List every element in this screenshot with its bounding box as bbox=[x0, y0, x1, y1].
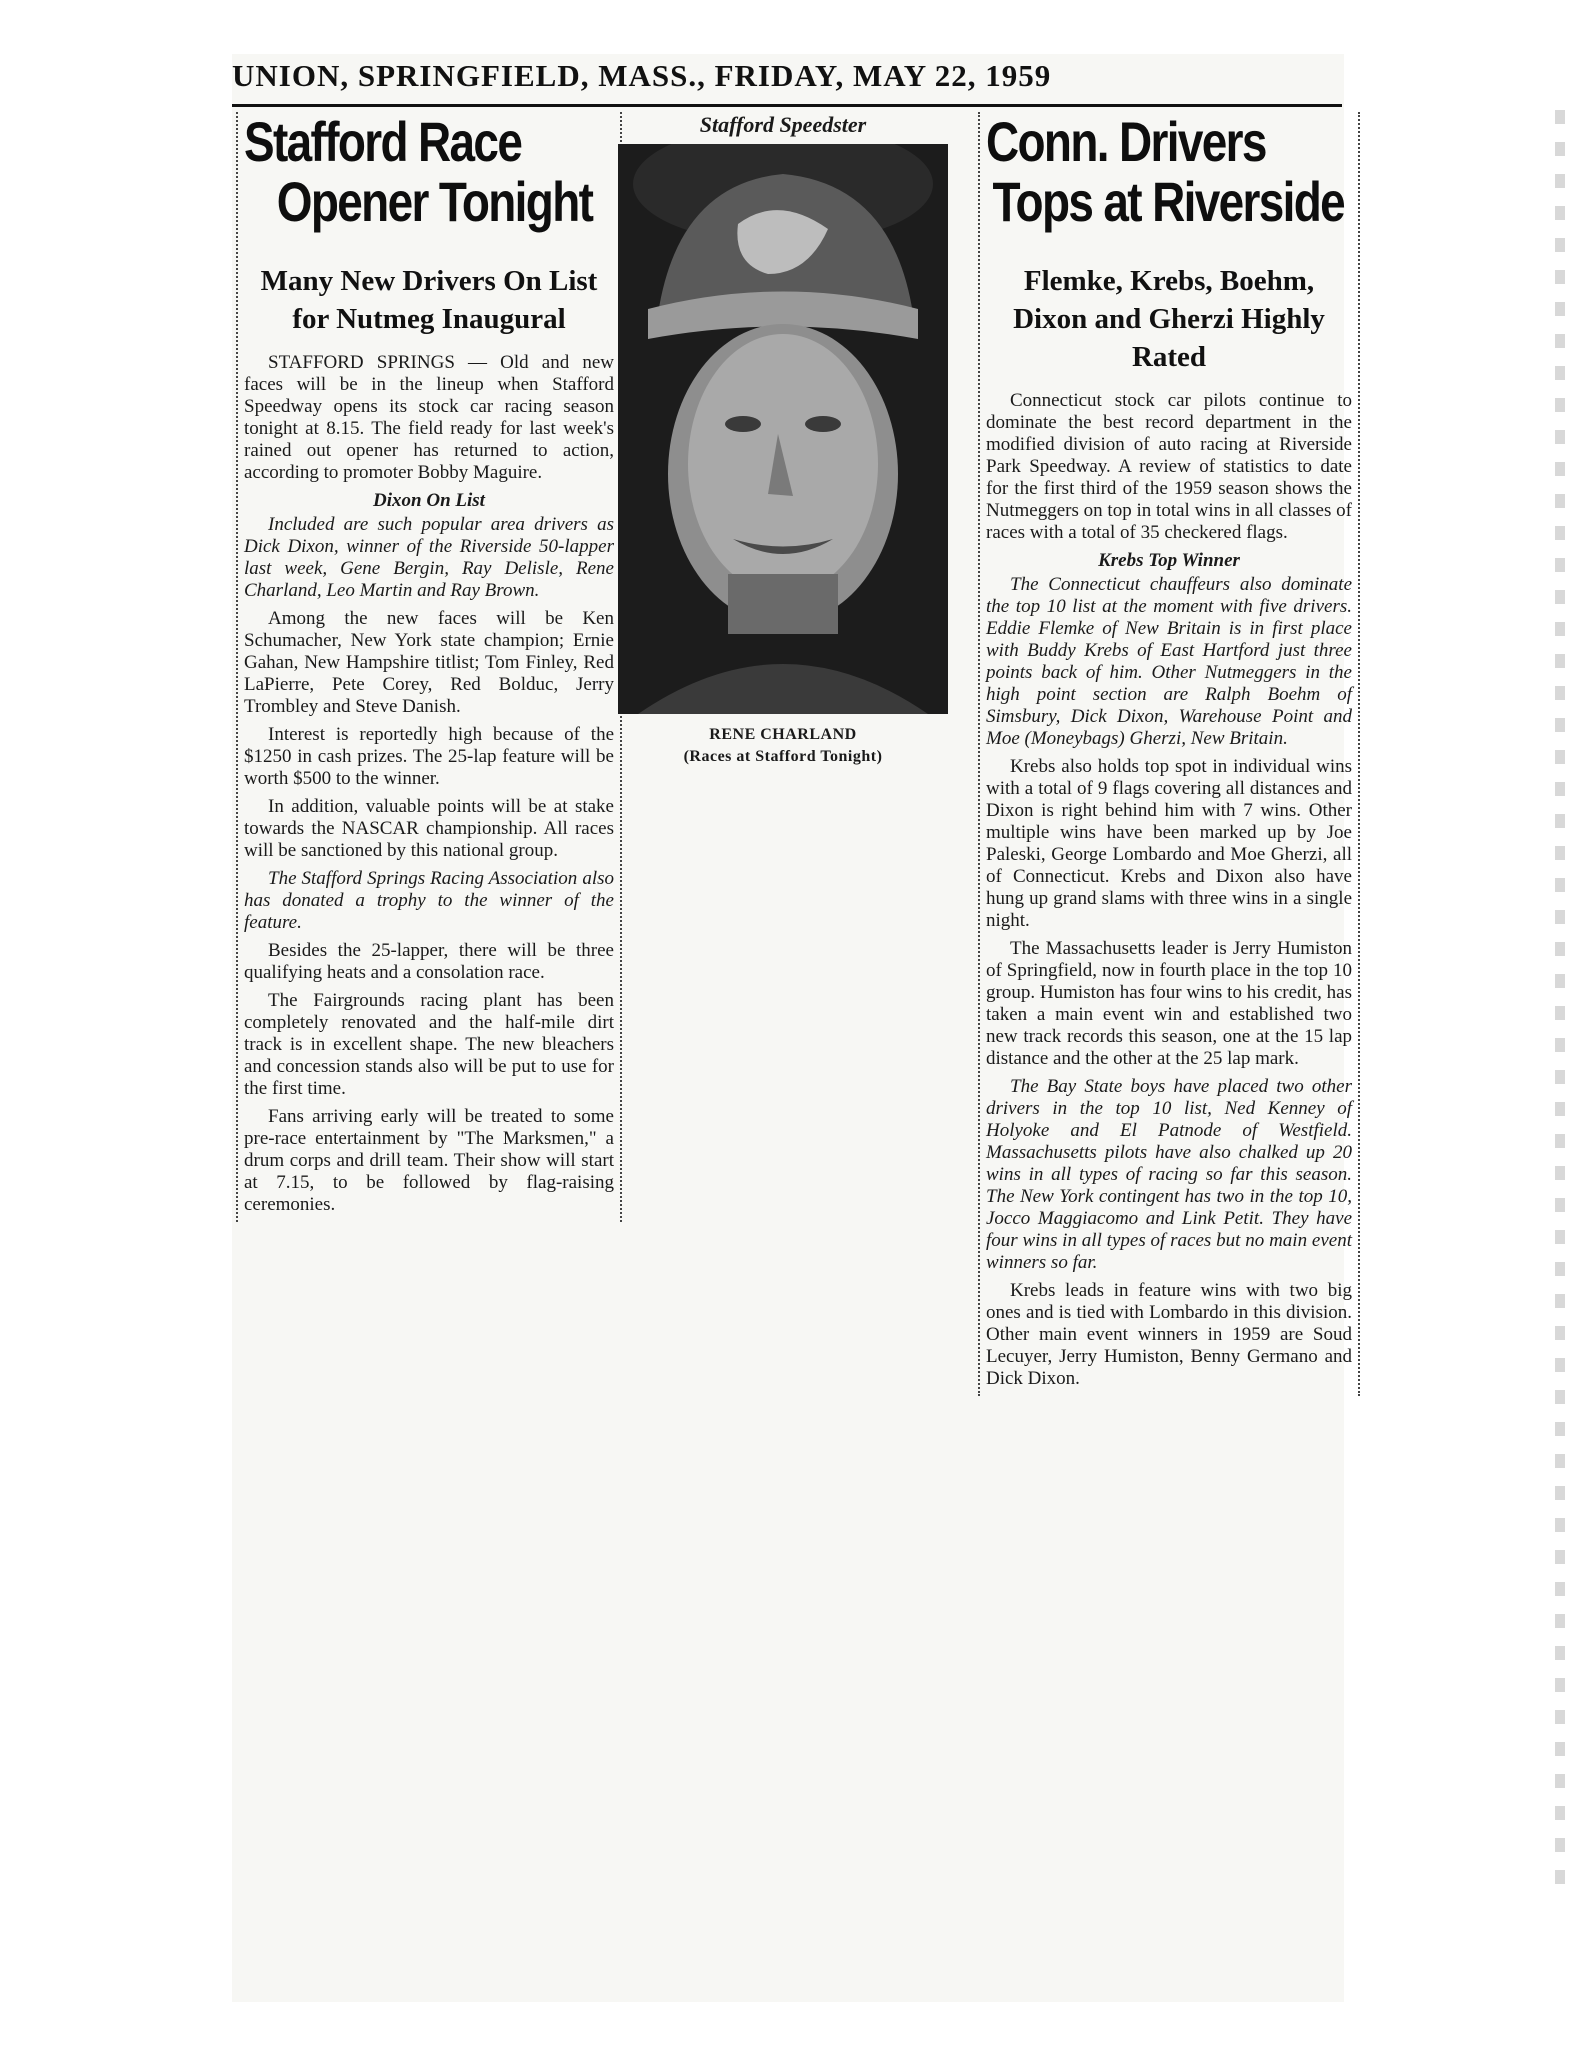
right-headline bbox=[986, 110, 1345, 233]
right-subhead: Flemke, Krebs, Boehm, Dixon and Gherzi Highly Rated bbox=[1013, 265, 1325, 373]
left-paragraph-2: Included are such popular area drivers as Dick Dixon, winner of the Riverside 50-lapper last week, Gene Bergin, Ray Delisle, Rene Charland, Leo Martin and Ray Brown. bbox=[244, 514, 614, 601]
left-body bbox=[244, 352, 614, 1216]
photo-caption bbox=[618, 724, 948, 768]
right-body bbox=[986, 390, 1352, 1390]
left-paragraph-3: Among the new faces will be Ken Schumacher, New York state champion; Ernie Gahan, New Hampshire titlist; Tom Finley, Red LaPierre, Pete Corey, Red Bolduc, Jerry Trombley and Steve Danish. bbox=[244, 608, 614, 717]
right-paragraph-2: The Connecticut chauffeurs also dominate the top 10 list at the moment with five drivers. Eddie Flemke of New Britain is in first place with Buddy Krebs of East Hartford just three points back of him. Other Nutmeggers in the high point section are Ralph Boehm of Simsbury, Dick Dixon, Warehouse Point and Moe (Moneybags) Gherzi, New Britain. bbox=[986, 574, 1352, 749]
right-paragraph-3: Krebs also holds top spot in individual wins with a total of 9 flags covering all distances and Dixon is right behind him with 7 wins. Other multiple wins have been marked up by Joe Paleski, George Lombardo and Moe Gherzi, all of Connecticut. Krebs and Dixon also have hung up grand slams with three wins in a single night. bbox=[986, 756, 1352, 931]
right-paragraph-5: The Bay State boys have placed two other drivers in the top 10 list, Ned Kenney of Holyoke and El Patnode of Westfield. Massachusetts pilots have also chalked up 20 wins in all types of racing so far this season. The New York contingent has two in the top 10, Jocco Maggiacomo and Link Petit. They have four wins in all types of races but no main event winners so far. bbox=[986, 1076, 1352, 1273]
left-paragraph-7: Besides the 25-lapper, there will be three qualifying heats and a consolation race. bbox=[244, 940, 614, 983]
left-sidehead: Dixon On List bbox=[373, 490, 485, 511]
left-subhead: Many New Drivers On List for Nutmeg Inaugural bbox=[260, 265, 598, 335]
binder-edge bbox=[1555, 110, 1565, 1890]
left-paragraph-5: In addition, valuable points will be at stake towards the NASCAR championship. All races will be sanctioned by this national group. bbox=[244, 796, 614, 861]
masthead-rule bbox=[232, 104, 1342, 107]
right-article bbox=[978, 112, 1360, 1396]
left-paragraph-6: The Stafford Springs Racing Association also has donated a trophy to the winner of the feature. bbox=[244, 868, 614, 933]
left-headline-line1: Stafford Race bbox=[244, 110, 522, 173]
left-article bbox=[236, 112, 622, 1222]
left-paragraph-9: Fans arriving early will be treated to some pre-race entertainment by "The Marksmen," a drum corps and drill team. Their show will start at 7.15, to be followed by flag-raising ceremonies. bbox=[244, 1106, 614, 1215]
masthead: UNION, SPRINGFIELD, MASS., FRIDAY, MAY 22, 1959 bbox=[232, 58, 1052, 93]
driver-photo bbox=[618, 144, 948, 714]
right-headline-line1: Conn. Drivers bbox=[986, 110, 1266, 173]
right-paragraph-6: Krebs leads in feature wins with two big ones and is tied with Lombardo in this division. Other main event winners in 1959 are Soud Lecuyer, Jerry Humiston, Benny Germano and Dick Dixon. bbox=[986, 1280, 1352, 1389]
left-paragraph-8: The Fairgrounds racing plant has been completely renovated and the half-mile dirt track is in excellent shape. The new bleachers and concession stands also will be put to use for the first time. bbox=[244, 990, 614, 1099]
caption-name: RENE CHARLAND bbox=[709, 726, 857, 743]
right-sidehead: Krebs Top Winner bbox=[1098, 550, 1240, 571]
right-paragraph-1: Connecticut stock car pilots continue to dominate the best record department in the modified division of auto racing at Riverside Park Speedway. A review of statistics to date for the first third of the 1959 season shows the Nutmeggers on top in total wins in all classes of races with a total of 35 checkered flags. bbox=[986, 390, 1352, 543]
dateline: STAFFORD SPRINGS — bbox=[268, 352, 488, 373]
left-paragraph-1-text: Old and new faces will be in the lineup when Stafford Speedway opens its stock car racing season tonight at 8.15. The field ready for last week's rained out opener has returned to action, according to promoter Bobby Maguire. bbox=[244, 352, 615, 483]
left-paragraph-1 bbox=[244, 352, 614, 484]
left-headline bbox=[244, 110, 593, 233]
photo-label: Stafford Speedster bbox=[699, 112, 867, 137]
left-headline-line2: Opener Tonight bbox=[276, 170, 593, 233]
driver-portrait-graphic bbox=[618, 144, 948, 714]
right-headline-line2: Tops at Riverside bbox=[992, 170, 1345, 233]
right-paragraph-4: The Massachusetts leader is Jerry Humiston of Springfield, now in fourth place in the top 10 group. Humiston has four wins to his credit, has taken a main event win and established two new track records this season, one at the 15 lap distance and the other at the 25 lap mark. bbox=[986, 938, 1352, 1069]
left-paragraph-4: Interest is reportedly high because of the $1250 in cash prizes. The 25-lap feature will be worth $500 to the winner. bbox=[244, 724, 614, 789]
caption-subtitle: (Races at Stafford Tonight) bbox=[683, 748, 883, 765]
photo-column bbox=[618, 112, 948, 768]
